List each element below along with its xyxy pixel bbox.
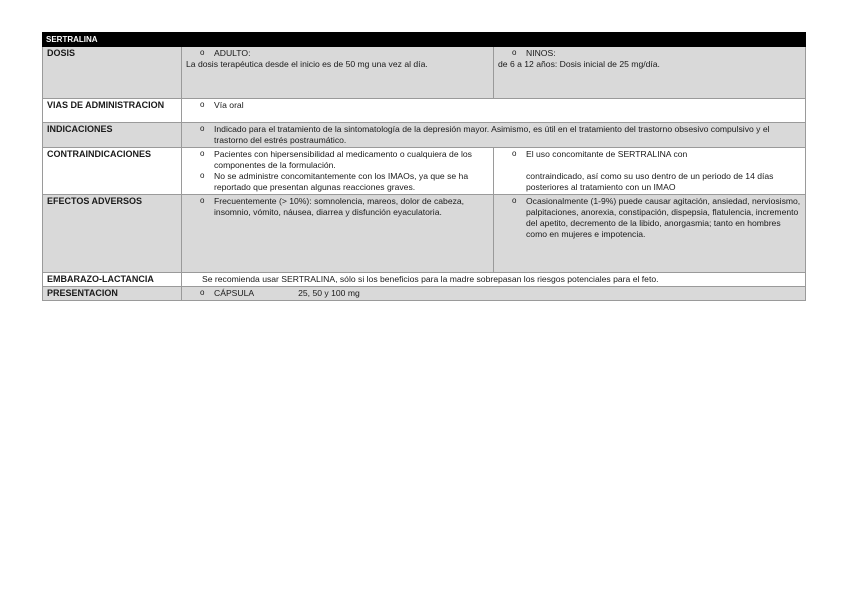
- contra-left-item: o No se administre concomitantemente con los IMAOs, ya que se ha reportado que presentan algunas reacciones graves.: [202, 171, 489, 193]
- label-dosis: DOSIS: [43, 47, 182, 99]
- indicaciones-cell: [182, 123, 806, 148]
- adult-head: o ADULTO:: [202, 48, 489, 59]
- child-text: de 6 a 12 años: Dosis inicial de 25 mg/día.: [498, 59, 660, 69]
- title-row: [43, 33, 806, 47]
- embarazo-text: Se recomienda usar SERTRALINA, sólo si los beneficios para la madre sobrepasan los riesgos potenciales para el feto.: [202, 274, 659, 284]
- label-indicaciones: INDICACIONES: [43, 123, 182, 148]
- contra-left-item: o Pacientes con hipersensibilidad al medicamento o cualquiera de los componentes de la formulación.: [202, 149, 489, 171]
- dosis-adult: [182, 47, 494, 99]
- drug-title: SERTRALINA: [43, 33, 806, 47]
- presentacion-item: [202, 288, 801, 299]
- efectos-right-item: o Ocasionalmente (1-9%) puede causar agitación, ansiedad, nerviosismo, palpitaciones, anorexia, constipación, dispepsia, flatulencia, incremento del apetito, decremento de la libido, anorgasmia; tanto en hombres como en mujeres e impotencia.: [514, 196, 801, 240]
- child-head: o NINOS:: [514, 48, 801, 59]
- dosis-child: [494, 47, 806, 99]
- drug-table: [42, 32, 806, 301]
- contra-right-text: contraindicado, así como su uso dentro de un periodo de 14 días posteriores al tratamiento con un IMAO: [526, 171, 774, 192]
- presentacion-form: CÁPSULA: [214, 288, 255, 298]
- vias-cell: [182, 99, 806, 123]
- label-presentacion: PRESENTACION: [43, 287, 182, 301]
- row-dosis: [43, 47, 806, 99]
- presentacion-cell: [182, 287, 806, 301]
- embarazo-cell: [182, 273, 806, 287]
- indicaciones-item: o Indicado para el tratamiento de la sintomatología de la depresión mayor. Asimismo, es útil en el tratamiento del trastorno obsesivo compulsivo y el trastorno del estrés postraumático.: [202, 124, 801, 146]
- vias-item: o Vía oral: [202, 100, 801, 111]
- label-contraindicaciones: CONTRAINDICACIONES: [43, 148, 182, 195]
- row-presentacion: [43, 287, 806, 301]
- contra-right-head: o El uso concomitante de SERTRALINA con: [514, 149, 801, 160]
- contra-left: [182, 148, 494, 195]
- row-contraindicaciones: [43, 148, 806, 195]
- row-indicaciones: [43, 123, 806, 148]
- contra-right: [494, 148, 806, 195]
- row-efectos: [43, 195, 806, 273]
- adult-text: La dosis terapéutica desde el inicio es de 50 mg una vez al día.: [186, 59, 428, 69]
- row-embarazo: [43, 273, 806, 287]
- efectos-left-item: o Frecuentemente (> 10%): somnolencia, mareos, dolor de cabeza, insomnio, vómito, náusea, diarrea y disfunción eyaculatoria.: [202, 196, 489, 218]
- presentacion-doses: 25, 50 y 100 mg: [298, 288, 360, 298]
- label-efectos: EFECTOS ADVERSOS: [43, 195, 182, 273]
- efectos-left: [182, 195, 494, 273]
- label-vias: VIAS DE ADMINISTRACION: [43, 99, 182, 123]
- drug-sheet: [42, 32, 805, 301]
- row-vias: [43, 99, 806, 123]
- efectos-right: [494, 195, 806, 273]
- label-embarazo: EMBARAZO-LACTANCIA: [43, 273, 182, 287]
